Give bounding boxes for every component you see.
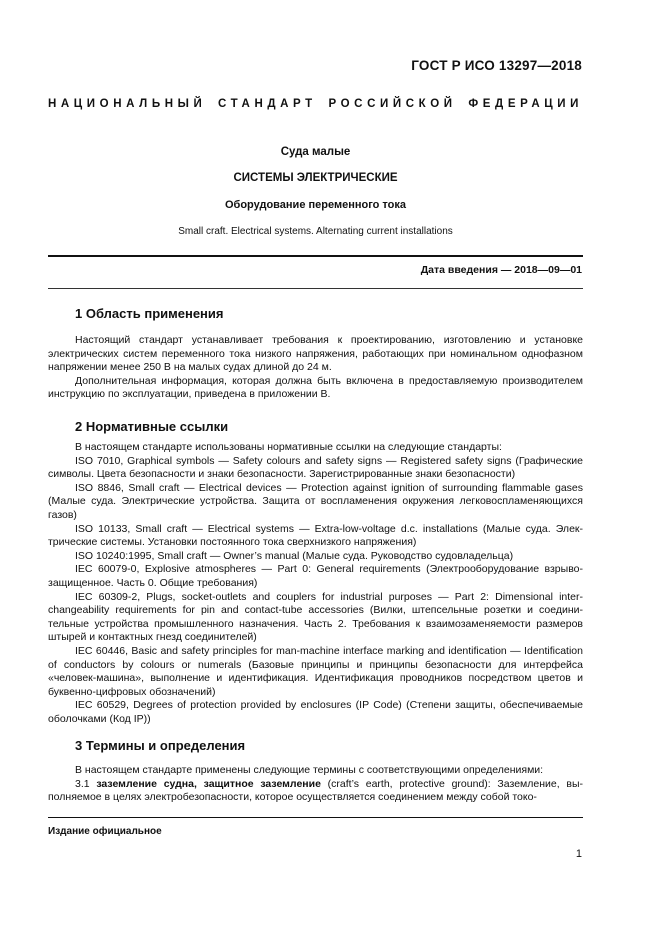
reference-item: IEC 60529, Degrees of protection provided by enclosures (IP Code) (Степени защиты, обеспечиваемые оболочками (Код IP)) — [48, 699, 583, 725]
reference-item: IEC 60079-0, Explosive atmospheres — Part 0: General requirements (Электрооборудование взрывозащищенное. Часть 0. Общие требования) — [48, 563, 583, 589]
section-3-title: 3 Термины и определения — [75, 738, 246, 753]
reference-item: ISO 7010, Graphical symbols — Safety colours and safety signs — Registered safety signs (Графические символы. Цвета безопасности и знаки безопасности. Зарегистрированные знаки безопасности) — [48, 454, 583, 481]
reference-item: ISO 10240:1995, Small craft — Owner’s manual (Малые суда. Руководство судовладельца) — [75, 549, 514, 562]
reference-item: ISO 8846, Small craft — Electrical devices — Protection against ignition of surrounding flammable gases (Малые суда. Электрические устройства. Защита от воспламенения окружения легковоспламеняющихся газов) — [48, 481, 583, 521]
section-3-body — [48, 764, 583, 805]
term: заземление судна, защитное заземление — [96, 777, 321, 790]
footer-divider — [48, 817, 583, 818]
paragraph: Настоящий стандарт устанавливает требования к проектированию, изготовлению и установке электрических систем переменного тока низкого напряжения, работающих при номинальном однофазном напряжении менее 250 В на малых судах длиной до 24 м. — [48, 334, 583, 374]
official-edition-label: Издание официальное — [48, 826, 162, 837]
section-1-body — [48, 334, 583, 402]
national-standard-heading: НАЦИОНАЛЬНЫЙ СТАНДАРТ РОССИЙСКОЙ ФЕДЕРАЦИИ — [48, 98, 583, 110]
date-divider — [48, 288, 583, 289]
reference-item: IEC 60309-2, Plugs, socket-outlets and couplers for industrial purposes — Part 2: Dimensional interchangeability requirements for pin and contact-tube accessories (Вилки, штепсельные розетки и соединительные устройства промышленного назначения. Часть 2. Требования к взаимозаменяемости размеров штырей и контактных гнезд соединителей) — [48, 590, 583, 644]
page-number: 1 — [575, 848, 582, 860]
section-1-title: 1 Область применения — [75, 306, 224, 321]
introduction-date: Дата введения — 2018—09—01 — [420, 264, 582, 276]
title-line-1: Суда малые — [280, 146, 351, 158]
term-definition — [48, 778, 583, 805]
title-divider — [48, 255, 583, 257]
title-line-2: СИСТЕМЫ ЭЛЕКТРИЧЕСКИЕ — [233, 172, 398, 184]
reference-item: IEC 60446, Basic and safety principles for man-machine interface marking and identification — Identification of conductors by colours or numerals (Базовые принципы и принципы безопасности для интерфейса «человек-машина», выполнение и идентификация. Идентификация проводников посредством цветов и буквенно-цифровых обозначений) — [48, 644, 583, 698]
reference-item: ISO 10133, Small craft — Electrical systems — Extra-low-voltage d.c. installations (Малые суда. Электрические системы. Установки постоянного тока сверхнизкого напряжения) — [48, 522, 583, 549]
section-2-title: 2 Нормативные ссылки — [75, 419, 229, 434]
title-english: Small craft. Electrical systems. Alternating current installations — [178, 226, 453, 237]
title-line-3: Оборудование переменного тока — [224, 199, 407, 211]
term-definition-text: (craft’s earth, protective ground): Заземление, выполняемое в целях электробезопасности, которое осуществляется соединением между собой токо- — [48, 777, 584, 804]
standard-number: ГОСТ Р ИСО 13297—2018 — [411, 58, 582, 73]
paragraph: В настоящем стандарте применены следующие термины с соответствующими определениями: — [75, 764, 544, 776]
paragraph: В настоящем стандарте использованы нормативные ссылки на следующие стандарты: — [75, 441, 502, 453]
section-2-body — [48, 441, 583, 726]
term-number: 3.1 — [75, 777, 97, 790]
paragraph: Дополнительная информация, которая должна быть включена в предоставляемую производителем инструкцию по эксплуатации, приведена в приложении В. — [48, 374, 583, 401]
